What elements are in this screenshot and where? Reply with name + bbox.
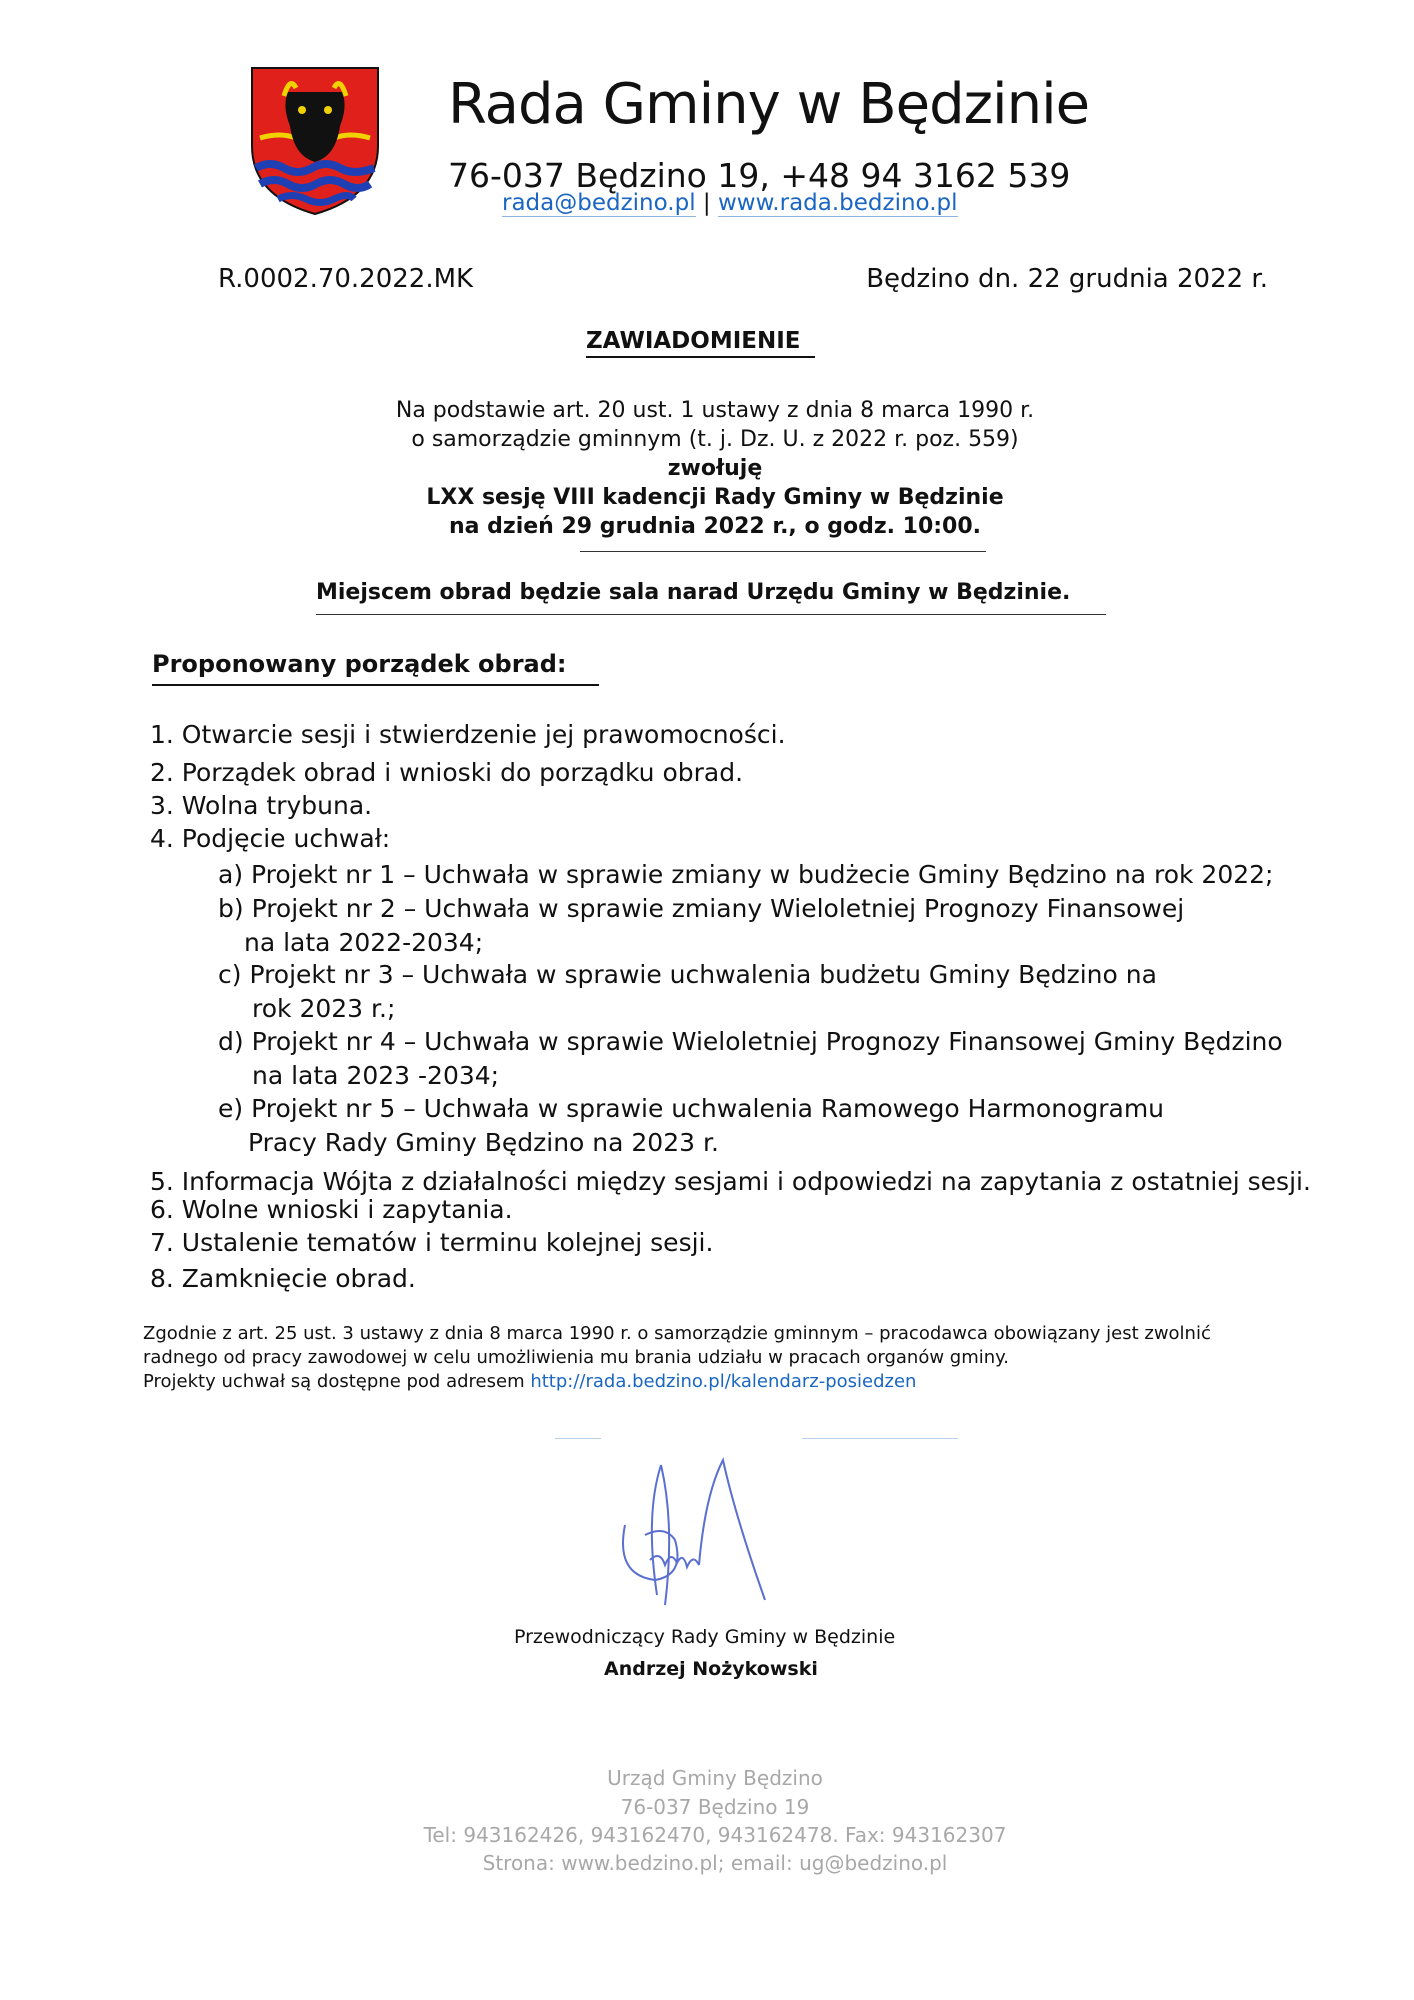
agenda-subitem: b) Projekt nr 2 – Uchwała w sprawie zmiany Wieloletniej Prognozy Finansowej bbox=[218, 894, 1185, 923]
footer-phone-fax: Tel: 943162426, 943162470, 943162478. Fax: 943162307 bbox=[423, 1823, 1007, 1847]
legal-basis-line-1: Na podstawie art. 20 ust. 1 ustawy z dnia 8 marca 1990 r. bbox=[395, 398, 1035, 423]
agenda-subitem: c) Projekt nr 3 – Uchwała w sprawie uchwalenia budżetu Gminy Będzino na bbox=[218, 960, 1157, 989]
agenda-item: 5. Informacja Wójta z działalności między sesjami i odpowiedzi na zapytania z ostatniej sesji. bbox=[150, 1167, 1311, 1196]
document-title: ZAWIADOMIENIE bbox=[586, 328, 815, 358]
session-name: LXX sesję VIII kadencji Rady Gminy w Będzinie bbox=[426, 485, 1004, 510]
agenda-item: 2. Porządek obrad i wnioski do porządku obrad. bbox=[150, 758, 744, 787]
legal-notice-line: radnego od pracy zawodowej w celu umożliwienia mu brania udziału w pracach organów gminy. bbox=[143, 1347, 1009, 1368]
convocation-verb: zwołuję bbox=[667, 456, 763, 481]
handwritten-signature bbox=[605, 1455, 785, 1610]
coat-of-arms-logo bbox=[250, 66, 380, 216]
legal-notice-line: Zgodnie z art. 25 ust. 3 ustawy z dnia 8 marca 1990 r. o samorządzie gminnym – pracodawca obowiązany jest zwolnić bbox=[143, 1323, 1211, 1344]
divider bbox=[802, 1438, 958, 1439]
documents-availability-text: Projekty uchwał są dostępne pod adresem bbox=[143, 1371, 531, 1392]
legal-notice bbox=[143, 1322, 1293, 1394]
footer-web-email: Strona: www.bedzino.pl; email: ug@bedzino.pl bbox=[482, 1851, 948, 1875]
session-datetime: na dzień 29 grudnia 2022 r., o godz. 10:00. bbox=[448, 514, 982, 539]
signatory-name: Andrzej Nożykowski bbox=[604, 1658, 818, 1680]
agenda-subitem-continuation: na lata 2023 -2034; bbox=[252, 1061, 500, 1090]
session-venue: Miejscem obrad będzie sala narad Urzędu Gminy w Będzinie. bbox=[316, 580, 1071, 605]
convocation-text bbox=[300, 396, 1130, 541]
agenda-item: 7. Ustalenie tematów i terminu kolejnej sesji. bbox=[150, 1228, 714, 1257]
document-date: Będzino dn. 22 grudnia 2022 r. bbox=[866, 264, 1268, 294]
agenda-item: 1. Otwarcie sesji i stwierdzenie jej prawomocności. bbox=[150, 720, 786, 749]
agenda-item: 4. Podjęcie uchwał: bbox=[150, 824, 391, 853]
documents-availability bbox=[143, 1370, 1293, 1394]
agenda-subitem: d) Projekt nr 4 – Uchwała w sprawie Wieloletniej Prognozy Finansowej Gminy Będzino bbox=[218, 1027, 1283, 1056]
footer-address: 76-037 Będzino 19 bbox=[620, 1795, 810, 1819]
contact-separator: | bbox=[702, 190, 711, 216]
divider bbox=[580, 551, 986, 552]
reference-number: R.0002.70.2022.MK bbox=[218, 264, 474, 294]
documents-link[interactable]: http://rada.bedzino.pl/kalendarz-posiedzen bbox=[530, 1371, 917, 1392]
contact-line bbox=[502, 190, 958, 216]
signatory-role: Przewodniczący Rady Gminy w Będzinie bbox=[514, 1626, 896, 1648]
agenda-subitem-continuation: Pracy Rady Gminy Będzino na 2023 r. bbox=[248, 1128, 719, 1157]
agenda-subitem: e) Projekt nr 5 – Uchwała w sprawie uchwalenia Ramowego Harmonogramu bbox=[218, 1094, 1165, 1123]
organization-address: 76-037 Będzino 19, +48 94 3162 539 bbox=[448, 156, 1071, 195]
divider bbox=[316, 614, 1106, 615]
footer-office-name: Urząd Gminy Będzino bbox=[607, 1766, 823, 1790]
agenda-item: 8. Zamknięcie obrad. bbox=[150, 1264, 416, 1293]
agenda-heading: Proponowany porządek obrad: bbox=[152, 650, 599, 686]
organization-name: Rada Gminy w Będzinie bbox=[448, 72, 1090, 137]
email-link[interactable]: rada@bedzino.pl bbox=[502, 190, 696, 216]
website-link[interactable]: www.rada.bedzino.pl bbox=[717, 190, 958, 216]
agenda-subitem-continuation: rok 2023 r.; bbox=[252, 994, 396, 1023]
agenda-item: 6. Wolne wnioski i zapytania. bbox=[150, 1195, 513, 1224]
agenda-subitem: a) Projekt nr 1 – Uchwała w sprawie zmiany w budżecie Gminy Będzino na rok 2022; bbox=[218, 860, 1274, 889]
agenda-item: 3. Wolna trybuna. bbox=[150, 791, 373, 820]
legal-basis-line-2: o samorządzie gminnym (t. j. Dz. U. z 2022 r. poz. 559) bbox=[411, 427, 1019, 452]
agenda-subitem-continuation: na lata 2022-2034; bbox=[244, 928, 484, 957]
divider bbox=[555, 1438, 601, 1439]
